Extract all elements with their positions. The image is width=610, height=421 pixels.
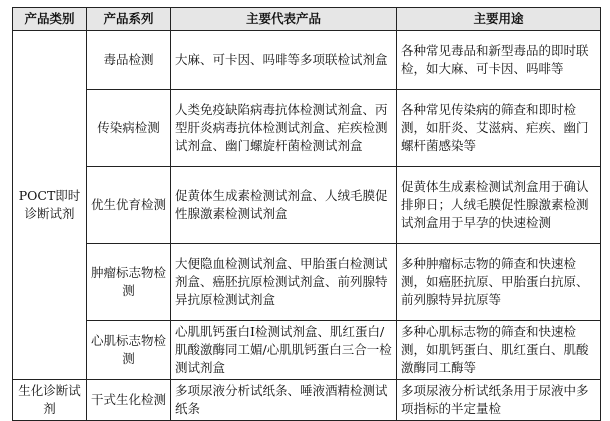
series-cell: 优生优育检测 — [87, 167, 171, 244]
use-cell: 多种肿瘤标志物的筛查和快速检测，如癌胚抗原、甲胎蛋白抗原、前列腺特异抗原等 — [397, 244, 601, 321]
table-row — [13, 31, 601, 90]
table-row — [13, 90, 601, 167]
header-product: 主要代表产品 — [171, 8, 397, 31]
table-row — [13, 244, 601, 321]
header-series: 产品系列 — [87, 8, 171, 31]
use-cell: 促黄体生成素检测试剂盒用于确认排卵日；人绒毛膜促性腺激素检测试剂盒用于早孕的快速检测 — [397, 167, 601, 244]
product-cell: 人类免疫缺陷病毒抗体检测试剂盒、丙型肝炎病毒抗体检测试剂盒、疟疾检测试剂盒、幽门螺旋杆菌检测试剂盒 — [171, 90, 397, 167]
product-cell: 大便隐血检测试剂盒、甲胎蛋白检测试剂盒、癌胚抗原检测试剂盒、前列腺特异抗原检测试剂盒 — [171, 244, 397, 321]
product-cell: 大麻、可卡因、吗啡等多项联检试剂盒 — [171, 31, 397, 90]
table-row — [13, 380, 601, 421]
table-row — [13, 167, 601, 244]
product-cell: 多项尿液分析试纸条、唾液酒精检测试纸条 — [171, 380, 397, 421]
product-cell: 促黄体生成素检测试剂盒、人绒毛膜促性腺激素检测试剂盒 — [171, 167, 397, 244]
category-cell-biochem: 生化诊断试剂 — [13, 380, 87, 421]
series-cell: 传染病检测 — [87, 90, 171, 167]
category-cell-poct: POCT即时诊断试剂 — [13, 31, 87, 380]
use-cell: 各种常见传染病的筛查和即时检测，如肝炎、艾滋病、疟疾、幽门螺杆菌感染等 — [397, 90, 601, 167]
series-cell: 心肌标志物检测 — [87, 321, 171, 380]
use-cell: 多种心肌标志物的筛查和快速检测，如肌钙蛋白、肌红蛋白、肌酸激酶同工酶等 — [397, 321, 601, 380]
series-cell: 干式生化检测 — [87, 380, 171, 421]
table-header-row — [13, 8, 601, 31]
use-cell: 各种常见毒品和新型毒品的即时联检，如大麻、可卡因、吗啡等 — [397, 31, 601, 90]
product-table — [12, 7, 601, 421]
product-cell: 心肌肌钙蛋白Ⅰ检测试剂盒、肌红蛋白/肌酸激酶同工媚/心肌肌钙蛋白三合一检测试剂盒 — [171, 321, 397, 380]
series-cell: 毒品检测 — [87, 31, 171, 90]
use-cell: 多项尿液分析试纸条用于尿液中多项指标的半定量检 — [397, 380, 601, 421]
series-cell: 肿瘤标志物检测 — [87, 244, 171, 321]
header-category: 产品类别 — [13, 8, 87, 31]
header-use: 主要用途 — [397, 8, 601, 31]
table-row — [13, 321, 601, 380]
